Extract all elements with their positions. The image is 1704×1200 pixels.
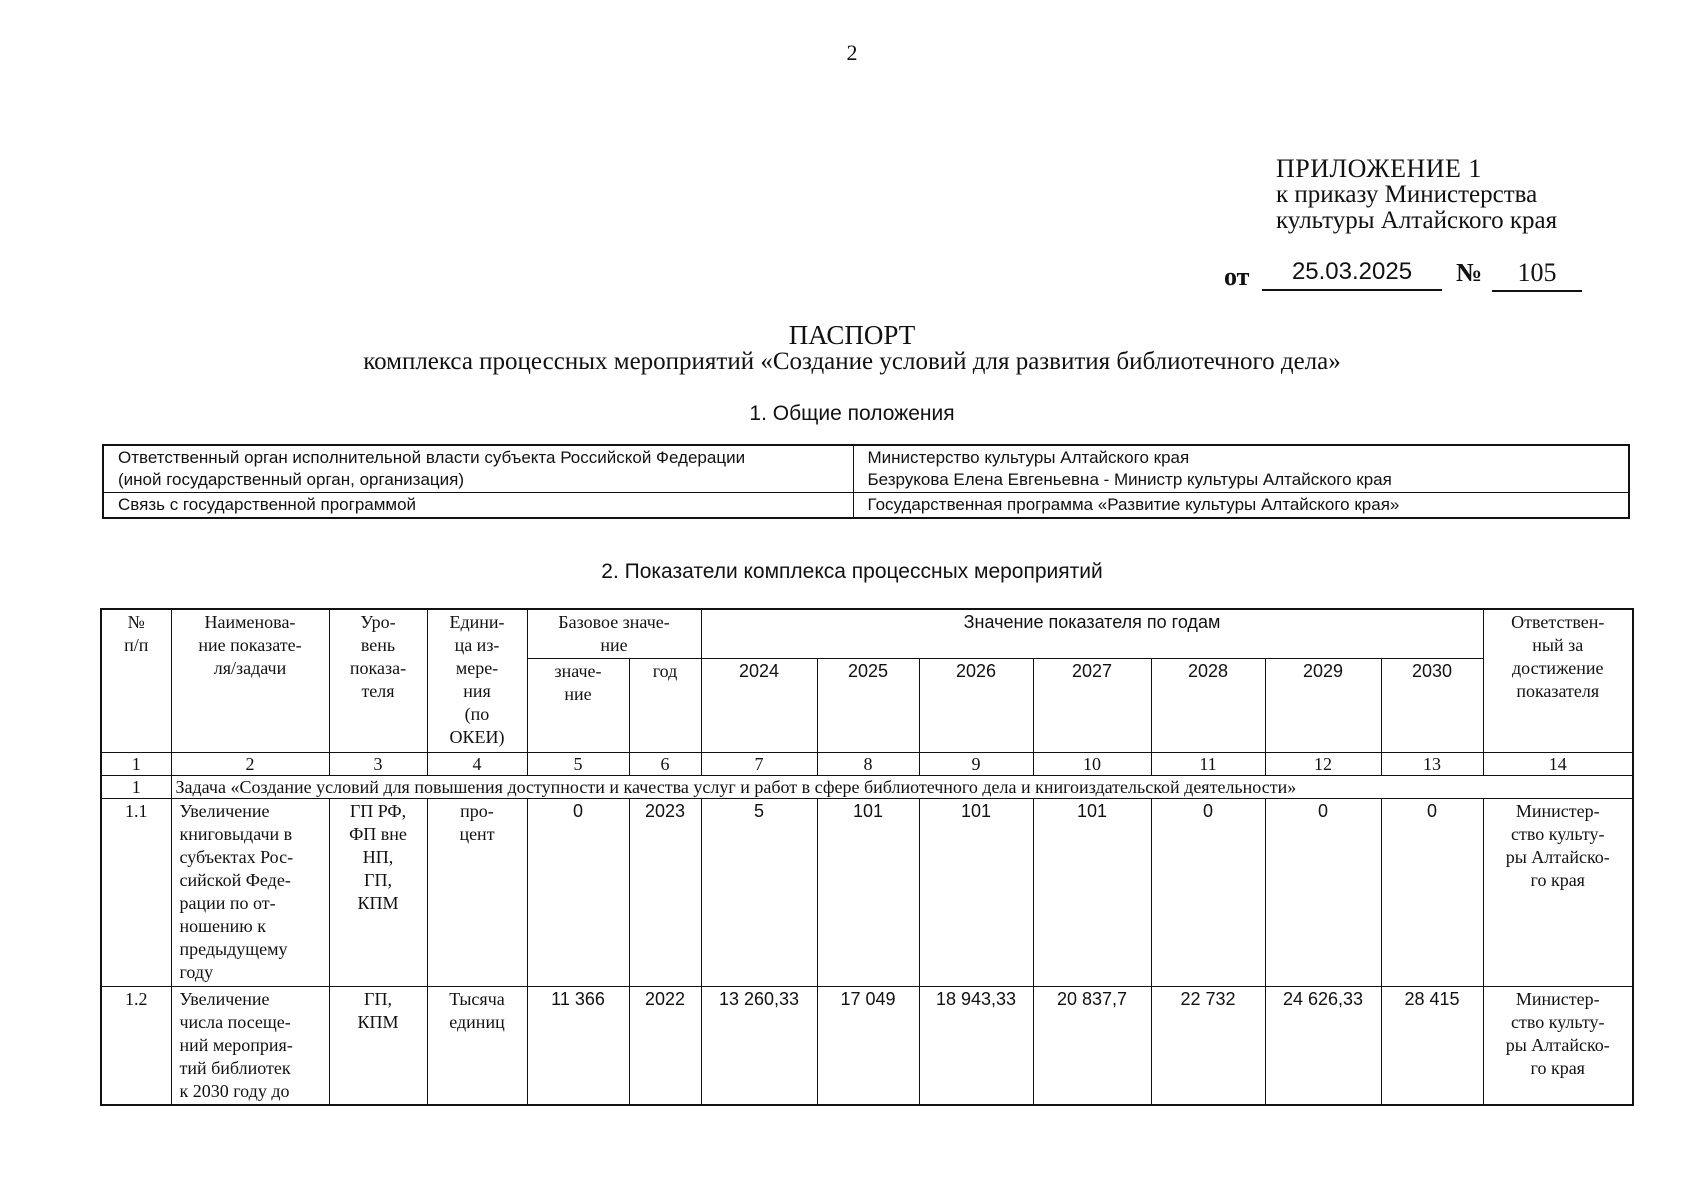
base-year: 2022 [629,987,701,1106]
header-line: ца из- [454,635,500,655]
header-year: 2024 [701,659,817,753]
header-year: 2029 [1265,659,1381,753]
indicator-unit [427,987,527,1106]
document-subtitle: комплекса процессных мероприятий «Создание условий для развития библиотечного дела» [363,348,1341,375]
base-value: 0 [527,799,629,987]
header-line: мере- [455,658,499,678]
header-responsible [1483,609,1633,753]
header-no [101,609,171,753]
header-year: 2028 [1151,659,1265,753]
column-number: 7 [701,753,817,776]
column-number: 10 [1033,753,1151,776]
task-text: Задача «Создание условий для повышения доступности и качества услуг и работ в сфере библиотечного дела и книгоиздательской деятельности» [171,776,1633,799]
header-line: показа- [349,658,407,678]
cell-line: Увеличение [179,801,270,821]
cell-line: к 2030 году до [179,1081,290,1101]
cell-line: ство культу- [1510,824,1605,844]
cell-line: сийской Феде- [179,870,291,890]
responsible [1483,987,1633,1106]
header-line: п/п [124,635,149,655]
value-2028: 22 732 [1151,987,1265,1106]
indicator-unit [427,799,527,987]
cell-line: тий библиотек [179,1058,291,1078]
header-line: (по [464,704,490,724]
header-unit [427,609,527,753]
table-row [103,445,1629,493]
cell-line: числа посеще- [179,1012,291,1032]
header-line: ОКЕИ) [449,727,505,747]
table-row [103,493,1629,519]
column-number: 12 [1265,753,1381,776]
value-2024: 5 [701,799,817,987]
cell-line: го края [1530,1058,1585,1078]
cell-line: КПМ [357,1012,399,1032]
order-date-prefix: от [1224,262,1250,291]
value-2027: 20 837,7 [1033,987,1151,1106]
value-2030: 0 [1381,799,1483,987]
cell-line: ры Алтайско- [1505,1035,1610,1055]
table-row [101,987,1633,1106]
indicator-name [171,987,329,1106]
responsible [1483,799,1633,987]
column-number: 2 [171,753,329,776]
value-2027: 101 [1033,799,1151,987]
column-number: 11 [1151,753,1265,776]
general-value-line: Государственная программа «Развитие культуры Алтайского края» [867,495,1400,514]
cell-line: цент [459,824,495,844]
header-line: Едини- [449,612,505,632]
cell-line: Министер- [1515,801,1600,821]
value-2030: 28 415 [1381,987,1483,1106]
value-2025: 101 [817,799,919,987]
order-date: 25.03.2025 [1262,258,1442,291]
cell-line: ГП, [364,989,392,1009]
cell-line: единиц [449,1012,505,1032]
cell-line: книговыдачи в [179,824,293,844]
header-year: 2030 [1381,659,1483,753]
value-2029: 24 626,33 [1265,987,1381,1106]
cell-line: Увеличение [179,989,270,1009]
general-value-line: Безрукова Елена Евгеньевна - Министр культуры Алтайского края [867,470,1392,489]
header-base [527,609,701,659]
header-line: вень [360,635,396,655]
cell-line: ФП вне [349,824,407,844]
indicator-level [329,799,427,987]
header-line: ние показате- [198,635,302,655]
header-line: № [127,612,145,632]
appendix-title: ПРИЛОЖЕНИЕ 1 [1276,154,1482,183]
header-line: ние [564,684,592,704]
header-line: Ответствен- [1511,612,1605,632]
appendix-line-2: культуры Алтайского края [1276,207,1558,234]
general-label-line: (иной государственный орган, организация) [118,470,465,489]
cell-line: ГП, [364,870,392,890]
value-2029: 0 [1265,799,1381,987]
cell-line: Тысяча [449,989,505,1009]
value-2026: 18 943,33 [919,987,1033,1106]
column-number: 4 [427,753,527,776]
appendix-line-1: к приказу Министерства [1276,181,1538,208]
cell-line: ры Алтайско- [1505,847,1610,867]
cell-line: рации по от- [179,893,276,913]
row-number: 1.2 [101,987,171,1106]
header-line: значе- [554,661,602,681]
cell-line: субъектах Рос- [179,847,294,867]
cell-line: предыдущему [179,939,288,959]
indicators-table [100,608,1634,1106]
value-2026: 101 [919,799,1033,987]
section-2-heading: 2. Показатели комплекса процессных мероприятий [601,560,1103,583]
document-title: ПАСПОРТ [788,320,916,350]
general-label-cell [103,493,853,519]
column-number-row [101,753,1633,776]
header-year: 2027 [1033,659,1151,753]
general-value-cell [853,445,1629,493]
appendix-block [1276,156,1557,234]
column-number: 5 [527,753,629,776]
column-number: 9 [919,753,1033,776]
order-number: 105 [1492,258,1582,292]
general-value-line: Министерство культуры Алтайского края [867,448,1190,467]
cell-line: ство культу- [1510,1012,1605,1032]
header-line: Наименова- [204,612,296,632]
header-name [171,609,329,753]
general-label-line: Связь с государственной программой [118,495,417,514]
column-number: 13 [1381,753,1483,776]
header-line: Уро- [360,612,396,632]
base-value: 11 366 [527,987,629,1106]
section-1-heading: 1. Общие положения [749,402,955,425]
cell-line: Министер- [1515,989,1600,1009]
general-value-cell [853,493,1629,519]
task-number: 1 [101,776,171,799]
header-line: показателя [1516,681,1600,701]
general-label-cell [103,445,853,493]
header-line: Базовое значе- [558,612,670,632]
table-row [101,799,1633,987]
order-number-sign: № [1456,258,1483,287]
cell-line: НП, [362,847,394,867]
column-number: 1 [101,753,171,776]
column-number: 14 [1483,753,1633,776]
header-year: 2025 [817,659,919,753]
column-number: 8 [817,753,919,776]
header-line: ля/задачи [213,658,287,678]
cell-line: ношению к [179,916,266,936]
indicator-level [329,987,427,1106]
row-number: 1.1 [101,799,171,987]
indicator-name [171,799,329,987]
header-values-by-year: Значение показателя по годам [701,609,1483,659]
value-2024: 13 260,33 [701,987,817,1106]
column-number: 3 [329,753,427,776]
general-provisions-table [102,444,1630,519]
header-base-value [527,659,629,753]
general-label-line: Ответственный орган исполнительной власти субъекта Российской Федерации [118,448,746,467]
cell-line: ГП РФ, [349,801,407,821]
header-line: достижение [1511,658,1604,678]
cell-line: КПМ [357,893,399,913]
header-line: ние [600,635,628,655]
header-level [329,609,427,753]
header-line: теля [361,681,395,701]
value-2028: 0 [1151,799,1265,987]
base-year: 2023 [629,799,701,987]
cell-line: го края [1530,870,1585,890]
header-row-top [101,609,1633,659]
cell-line: году [179,962,214,982]
cell-line: про- [460,801,494,821]
header-year: 2026 [919,659,1033,753]
page-number: 2 [846,40,858,65]
value-2025: 17 049 [817,987,919,1106]
header-line: ния [463,681,491,701]
header-line: ный за [1532,635,1584,655]
task-row [101,776,1633,799]
header-base-year: год [629,659,701,753]
cell-line: ний мероприя- [179,1035,293,1055]
column-number: 6 [629,753,701,776]
